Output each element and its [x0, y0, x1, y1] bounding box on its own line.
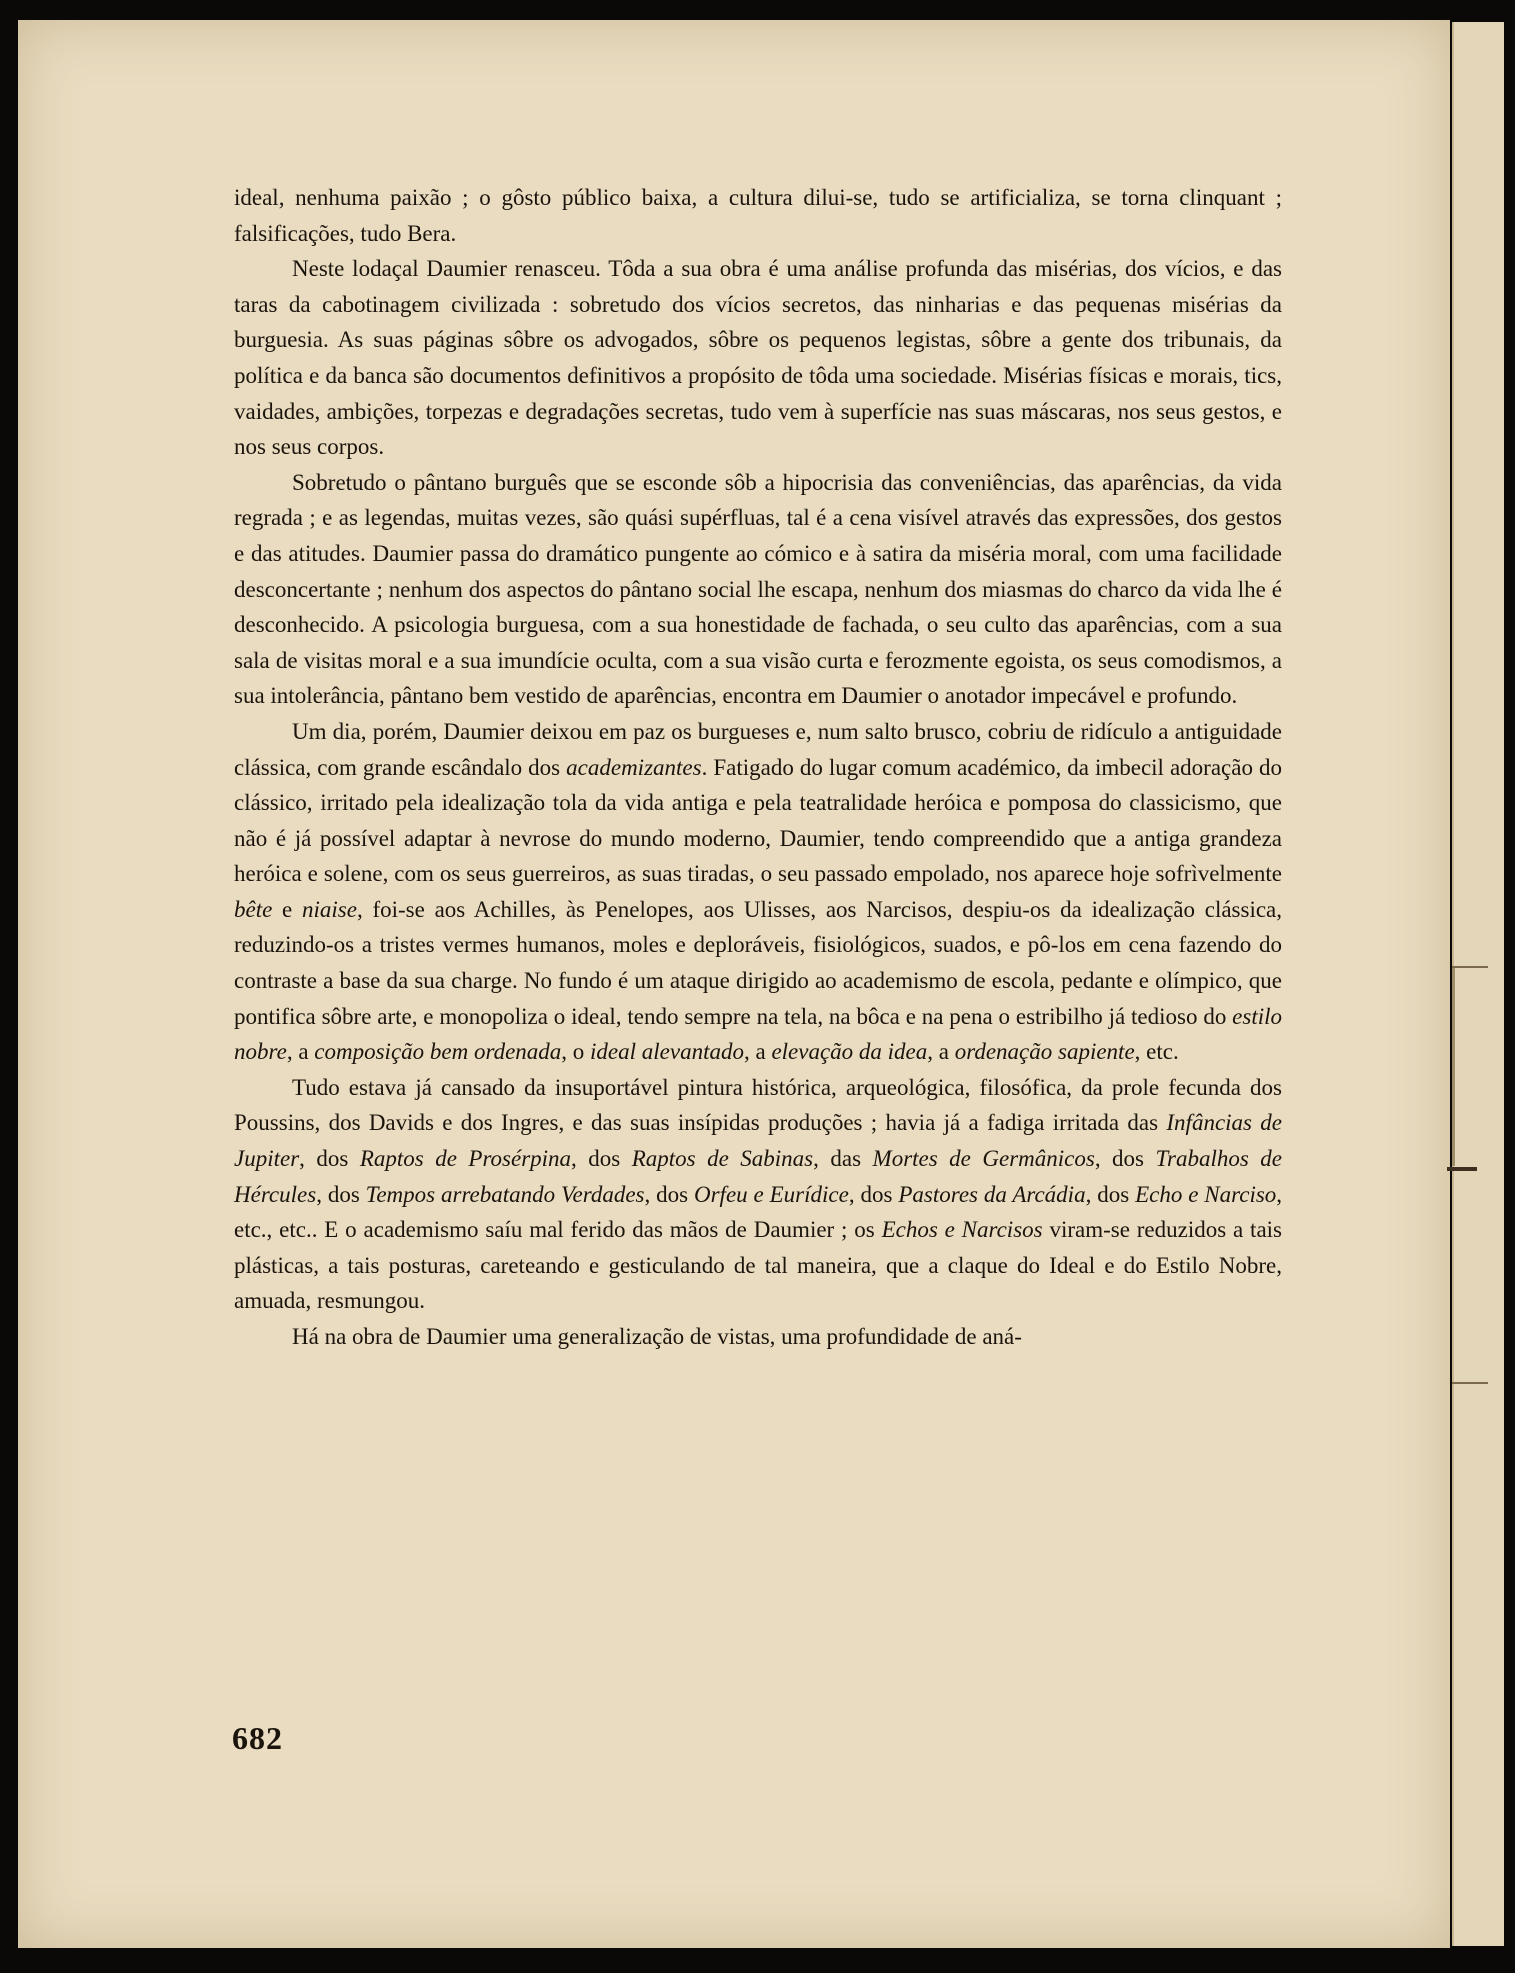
italic-title: bête [234, 896, 273, 922]
binding-mark-middle [1447, 1167, 1477, 1171]
italic-title: Trabalhos de Hércules [234, 1146, 1282, 1207]
italic-title: Raptos de Prosérpina [359, 1146, 572, 1172]
adjacent-page-edge [1452, 22, 1504, 1946]
paragraph: Há na obra de Daumier uma generalização de vistas, uma profundidade de aná- [292, 1324, 1022, 1349]
paragraph: Neste lodaçal Daumier renasceu. Tôda a sua obra é uma análise profunda das misérias, dos vícios, e das taras da cabotinagem civilizada : sobretudo dos vícios secretos, das ninharias e das pequenas misérias da burguesia. As suas páginas sôbre os advogados, sôbre os pequenos legistas, sôbre a gente dos tribunais, da política e da banca são documentos definitivos a propósito de tôda uma sociedade. Misérias físicas e morais, tics, vaidades, ambições, torpezas e degradações secretas, tudo vem à superfície nas suas máscaras, nos seus gestos, e nos seus corpos. [234, 256, 1282, 460]
italic-title: niaise [302, 896, 357, 922]
italic-title: Mortes de Germânicos [872, 1146, 1095, 1172]
body-text [234, 180, 1282, 1355]
italic-title: Orfeu e Eurídice [694, 1181, 849, 1207]
paragraph: ideal, nenhuma paixão ; o gôsto público baixa, a cultura dilui-se, tudo se artificializa, se torna clinquant ; falsificações, tudo Bera. [234, 185, 1282, 246]
italic-title: academizantes [566, 754, 702, 780]
italic-title: ideal alevantado [590, 1039, 744, 1065]
paragraph: Tudo estava já cansado da insuportável pintura histórica, arqueológica, filosófica, da prole fecunda dos Poussins, dos Davids e dos Ingres, e das suas insípidas produções ; havia já a fadiga irritada das Infâncias de Jupiter, dos Raptos de Prosérpina, dos Raptos de Sabinas, das Mortes de Germânicos, dos Trabalhos de Hércules, dos Tempos arrebatando Verdades, dos Orfeu e Eurídice, dos Pastores da Arcádia, dos Echo e Narciso, etc., etc.. E o academismo saíu mal ferido das mãos de Daumier ; os Echos e Narcisos viram-se reduzidos a tais plásticas, a tais posturas, careteando e gesticulando de tal maneira, que a claque do Ideal e do Estilo Nobre, amuada, resmungou. [234, 1074, 1283, 1314]
italic-title: elevação da idea [771, 1039, 928, 1065]
paragraph: Sobretudo o pântano burguês que se esconde sôb a hipocrisia das conveniências, das aparências, da vida regrada ; e as legendas, muitas vezes, são quási supérfluas, tal é a cena visível através das expressões, dos gestos e das atitudes. Daumier passa do dramático pungente ao cómico e à satira da miséria moral, com uma facilidade desconcertante ; nenhum dos aspectos do pântano social lhe escapa, nenhum dos miasmas do charco da vida lhe é desconhecido. A psicologia burguesa, com a sua honestidade de fachada, o seu culto das aparências, com a sua sala de visitas moral e a sua imundície oculta, com a sua visão curta e ferozmente egoista, os seus comodismos, a sua intolerância, pântano bem vestido de aparências, encontra em Daumier o anotador impecável e profundo. [234, 469, 1282, 709]
paragraph: Um dia, porém, Daumier deixou em paz os burgueses e, num salto brusco, cobriu de ridículo a antiguidade clássica, com grande escândalo dos academizantes. Fatigado do lugar comum académico, da imbecil adoração do clássico, irritado pela idealização tola da vida antiga e pela teatralidade heróica e pomposa do classicismo, que não é já possível adaptar à nevrose do mundo moderno, Daumier, tendo compreendido que a antiga grandeza heróica e solene, com os seus guerreiros, as suas tiradas, o seu passado empolado, nos aparece hoje sofrìvelmente bête e niaise, foi-se aos Achilles, às Penelopes, aos Ulisses, aos Narcisos, despiu-os da idealização clássica, reduzindo-os a tristes vermes humanos, moles e deploráveis, fisiológicos, suados, e pô-los em cena fazendo do contraste a base da sua charge. No fundo é um ataque dirigido ao academismo de escola, pedante e olímpico, que pontifica sôbre arte, e monopoliza o ideal, tendo sempre na tela, na bôca e na pena o estribilho já tedioso do estilo nobre, a composição bem ordenada, o ideal alevantado, a elevação da idea, a ordenação sapiente, etc. [234, 718, 1282, 1065]
italic-title: composição bem ordenada [314, 1039, 562, 1065]
italic-title: Echo e Narciso [1135, 1181, 1277, 1207]
binding-mark-top [1452, 966, 1488, 968]
italic-title: Infâncias de Jupiter [234, 1110, 1282, 1172]
binding-mark-bottom [1452, 1382, 1488, 1384]
italic-title: Tempos arrebatando Verdades [365, 1181, 645, 1207]
italic-title: ordenação sapiente [954, 1039, 1135, 1065]
page-number: 682 [232, 1720, 283, 1756]
italic-title: Echos e Narcisos [881, 1217, 1043, 1243]
italic-title: Raptos de Sabinas [631, 1146, 814, 1172]
italic-title: estilo nobre [234, 1003, 1282, 1065]
italic-title: Pastores da Arcádia [898, 1181, 1086, 1207]
binding-mark [1452, 966, 1455, 1166]
